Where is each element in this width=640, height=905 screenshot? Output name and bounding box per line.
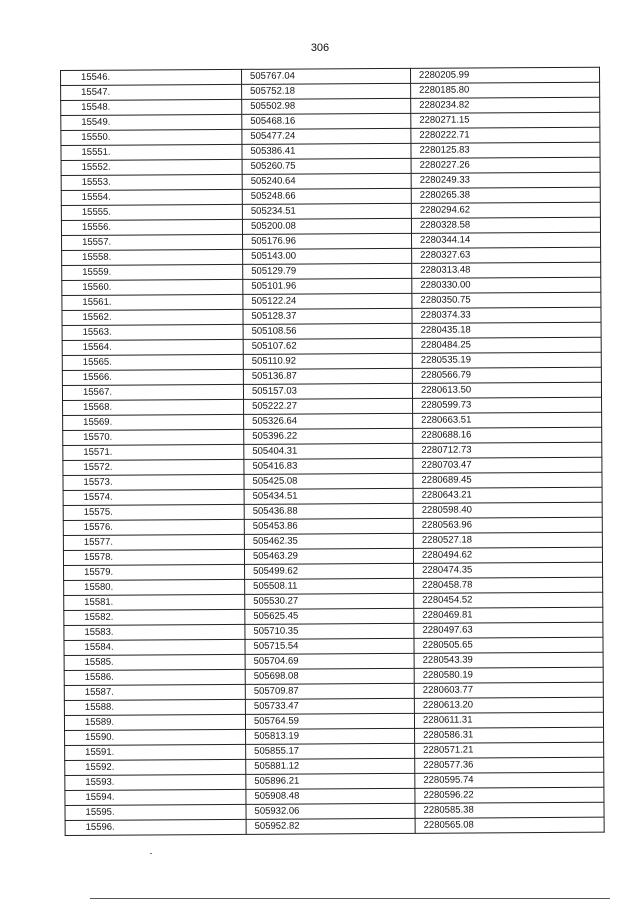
easting-cell: 505530.27	[245, 593, 414, 609]
easting-cell: 505477.24	[242, 128, 411, 144]
point-number-cell: 15576.	[63, 519, 244, 535]
point-number-cell: 15584.	[64, 639, 245, 655]
northing-cell: 2280484.25	[412, 337, 601, 353]
northing-cell: 2280586.31	[415, 727, 604, 743]
easting-cell: 505896.21	[246, 773, 415, 789]
easting-cell: 505326.64	[244, 413, 413, 429]
point-number-cell: 15571.	[63, 444, 244, 460]
northing-cell: 2280234.82	[411, 97, 600, 113]
point-number-cell: 15565.	[62, 354, 243, 370]
point-number-cell: 15550.	[61, 129, 242, 145]
easting-cell: 505463.29	[244, 548, 413, 564]
point-number-cell: 15573.	[63, 474, 244, 490]
point-number-cell: 15556.	[61, 219, 242, 235]
easting-cell: 505128.37	[243, 308, 412, 324]
point-number-cell: 15559.	[62, 264, 243, 280]
northing-cell: 2280689.45	[413, 472, 602, 488]
point-number-cell: 15582.	[64, 609, 245, 625]
northing-cell: 2280603.77	[414, 682, 603, 698]
easting-cell: 505122.24	[243, 293, 412, 309]
easting-cell: 505240.64	[242, 173, 411, 189]
point-number-cell: 15553.	[61, 174, 242, 190]
point-number-cell: 15595.	[65, 804, 246, 820]
easting-cell: 505176.96	[243, 233, 412, 249]
northing-cell: 2280271.15	[411, 112, 600, 128]
northing-cell: 2280330.00	[412, 277, 601, 293]
point-number-cell: 15578.	[63, 549, 244, 565]
point-number-cell: 15593.	[65, 774, 246, 790]
easting-cell: 505752.18	[242, 83, 411, 99]
easting-cell: 505143.00	[243, 248, 412, 264]
northing-cell: 2280327.63	[412, 247, 601, 263]
northing-cell: 2280527.18	[413, 532, 602, 548]
northing-cell: 2280611.31	[414, 712, 603, 728]
point-number-cell: 15554.	[61, 189, 242, 205]
northing-cell: 2280313.48	[412, 262, 601, 278]
page-number: 306	[310, 42, 330, 54]
point-number-cell: 15588.	[64, 699, 245, 715]
northing-cell: 2280535.19	[412, 352, 601, 368]
easting-cell: 505101.96	[243, 278, 412, 294]
point-number-cell: 15591.	[65, 744, 246, 760]
northing-cell: 2280663.51	[413, 412, 602, 428]
easting-cell: 505952.82	[246, 818, 415, 834]
easting-cell: 505908.48	[246, 788, 415, 804]
northing-cell: 2280580.19	[414, 667, 603, 683]
northing-cell: 2280505.65	[414, 637, 603, 653]
point-number-cell: 15572.	[63, 459, 244, 475]
easting-cell: 505502.98	[242, 98, 411, 114]
northing-cell: 2280613.20	[414, 697, 603, 713]
northing-cell: 2280599.73	[413, 397, 602, 413]
easting-cell: 505129.79	[243, 263, 412, 279]
point-number-cell: 15596.	[65, 819, 246, 835]
easting-cell: 505710.35	[245, 623, 414, 639]
point-number-cell: 15569.	[63, 414, 244, 430]
coordinates-table-body	[61, 67, 605, 835]
northing-cell: 2280596.22	[415, 787, 604, 803]
point-number-cell: 15585.	[64, 654, 245, 670]
point-number-cell: 15558.	[62, 249, 243, 265]
easting-cell: 505625.45	[245, 608, 414, 624]
northing-cell: 2280563.96	[413, 517, 602, 533]
northing-cell: 2280249.33	[411, 172, 600, 188]
easting-cell: 505453.86	[244, 518, 413, 534]
point-number-cell: 15583.	[64, 624, 245, 640]
point-number-cell: 15592.	[65, 759, 246, 775]
easting-cell: 505200.08	[242, 218, 411, 234]
point-number-cell: 15594.	[65, 789, 246, 805]
northing-cell: 2280712.73	[413, 442, 602, 458]
northing-cell: 2280703.47	[413, 457, 602, 473]
point-number-cell: 15566.	[62, 369, 243, 385]
northing-cell: 2280344.14	[412, 232, 601, 248]
point-number-cell: 15579.	[64, 564, 245, 580]
easting-cell: 505260.75	[242, 158, 411, 174]
easting-cell: 505157.03	[243, 383, 412, 399]
easting-cell: 505932.06	[246, 803, 415, 819]
point-number-cell: 15557.	[62, 234, 243, 250]
easting-cell: 505715.54	[245, 638, 414, 654]
northing-cell: 2280565.08	[415, 817, 604, 833]
northing-cell: 2280571.21	[415, 742, 604, 758]
scan-speck	[150, 853, 152, 854]
easting-cell: 505767.04	[241, 68, 410, 84]
easting-cell: 505813.19	[246, 728, 415, 744]
point-number-cell: 15580.	[64, 579, 245, 595]
easting-cell: 505136.87	[243, 368, 412, 384]
easting-cell: 505468.16	[242, 113, 411, 129]
easting-cell: 505386.41	[242, 143, 411, 159]
easting-cell: 505704.69	[245, 653, 414, 669]
easting-cell: 505234.51	[242, 203, 411, 219]
point-number-cell: 15552.	[61, 159, 242, 175]
northing-cell: 2280598.40	[413, 502, 602, 518]
easting-cell: 505733.47	[245, 698, 414, 714]
point-number-cell: 15555.	[61, 204, 242, 220]
point-number-cell: 15575.	[63, 504, 244, 520]
easting-cell: 505508.11	[245, 578, 414, 594]
northing-cell: 2280227.26	[411, 157, 600, 173]
easting-cell: 505462.35	[244, 533, 413, 549]
northing-cell: 2280205.99	[410, 67, 599, 83]
northing-cell: 2280543.39	[414, 652, 603, 668]
easting-cell: 505404.31	[244, 443, 413, 459]
northing-cell: 2280374.33	[412, 307, 601, 323]
northing-cell: 2280585.38	[415, 802, 604, 818]
point-number-cell: 15551.	[61, 144, 242, 160]
easting-cell: 505107.62	[243, 338, 412, 354]
bottom-rule	[90, 898, 610, 899]
easting-cell: 505416.83	[244, 458, 413, 474]
point-number-cell: 15568.	[63, 399, 244, 415]
point-number-cell: 15587.	[64, 684, 245, 700]
easting-cell: 505110.92	[243, 353, 412, 369]
point-number-cell: 15546.	[61, 69, 242, 85]
northing-cell: 2280469.81	[414, 607, 603, 623]
easting-cell: 505698.08	[245, 668, 414, 684]
point-number-cell: 15564.	[62, 339, 243, 355]
point-number-cell: 15549.	[61, 114, 242, 130]
easting-cell: 505881.12	[246, 758, 415, 774]
northing-cell: 2280497.63	[414, 622, 603, 638]
northing-cell: 2280435.18	[412, 322, 601, 338]
northing-cell: 2280577.36	[415, 757, 604, 773]
northing-cell: 2280350.75	[412, 292, 601, 308]
northing-cell: 2280328.58	[411, 217, 600, 233]
northing-cell: 2280643.21	[413, 487, 602, 503]
easting-cell: 505499.62	[245, 563, 414, 579]
northing-cell: 2280613.50	[412, 382, 601, 398]
northing-cell: 2280125.83	[411, 142, 600, 158]
point-number-cell: 15570.	[63, 429, 244, 445]
northing-cell: 2280458.78	[414, 577, 603, 593]
point-number-cell: 15574.	[63, 489, 244, 505]
northing-cell: 2280222.71	[411, 127, 600, 143]
point-number-cell: 15590.	[65, 729, 246, 745]
point-number-cell: 15548.	[61, 99, 242, 115]
easting-cell: 505248.66	[242, 188, 411, 204]
northing-cell: 2280454.52	[414, 592, 603, 608]
table-row	[65, 817, 604, 835]
point-number-cell: 15563.	[62, 324, 243, 340]
northing-cell: 2280494.62	[413, 547, 602, 563]
point-number-cell: 15560.	[62, 279, 243, 295]
easting-cell: 505436.88	[244, 503, 413, 519]
point-number-cell: 15547.	[61, 84, 242, 100]
easting-cell: 505855.17	[246, 743, 415, 759]
point-number-cell: 15567.	[62, 384, 243, 400]
northing-cell: 2280265.38	[411, 187, 600, 203]
northing-cell: 2280474.35	[414, 562, 603, 578]
northing-cell: 2280294.62	[411, 202, 600, 218]
easting-cell: 505709.87	[245, 683, 414, 699]
point-number-cell: 15586.	[64, 669, 245, 685]
easting-cell: 505434.51	[244, 488, 413, 504]
point-number-cell: 15589.	[64, 714, 245, 730]
easting-cell: 505764.59	[245, 713, 414, 729]
easting-cell: 505425.08	[244, 473, 413, 489]
point-number-cell: 15577.	[63, 534, 244, 550]
northing-cell: 2280688.16	[413, 427, 602, 443]
easting-cell: 505222.27	[244, 398, 413, 414]
easting-cell: 505396.22	[244, 428, 413, 444]
northing-cell: 2280185.80	[411, 82, 600, 98]
point-number-cell: 15581.	[64, 594, 245, 610]
northing-cell: 2280595.74	[415, 772, 604, 788]
easting-cell: 505108.56	[243, 323, 412, 339]
point-number-cell: 15562.	[62, 309, 243, 325]
northing-cell: 2280566.79	[412, 367, 601, 383]
coordinates-table	[60, 67, 605, 836]
point-number-cell: 15561.	[62, 294, 243, 310]
